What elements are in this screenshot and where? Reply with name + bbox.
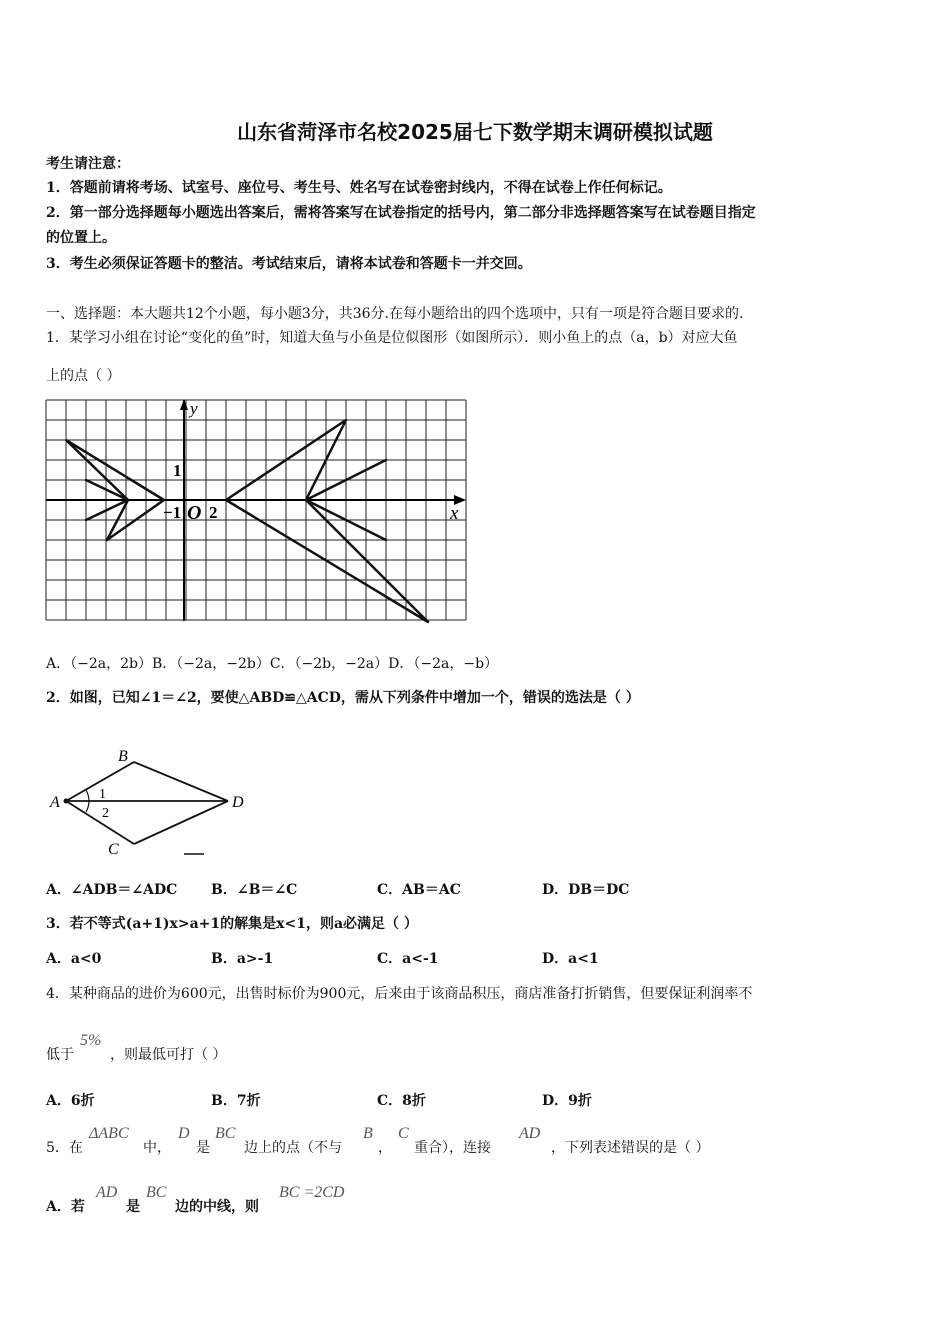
q5-stem-part: 5．在 (46, 1140, 83, 1156)
y-axis-label: y (190, 399, 198, 418)
q1-stem: 1．某学习小组在讨论“变化的鱼”时，知道大鱼与小鱼是位似图形（如图所示）．则小鱼上的点（a，b）对应大鱼 (46, 330, 738, 346)
notice-item: 1．答题前请将考场、试室号、座位号、考生号、姓名写在试卷密封线内，不得在试卷上作任何标记。 (46, 180, 672, 196)
q2-stem: 2．如图，已知∠1＝∠2，要使△ABD≌△ACD，需从下列条件中增加一个，错误的选法是（ ） (46, 690, 640, 706)
q5-stem-part: 中， (143, 1140, 171, 1156)
q5-option-a-part: 是 (126, 1199, 140, 1215)
angle-label-1: 1 (99, 787, 106, 802)
q3-stem: 3．若不等式(a+1)x>a+1的解集是x<1，则a必满足（ ） (46, 916, 418, 932)
q5-stem-part: ， (378, 1140, 392, 1156)
notice-item: 2．第一部分选择题每小题选出答案后，需将答案写在试卷指定的括号内，第二部分非选择题答案写在试卷题目指定 (46, 205, 756, 221)
q2-option-a: A．∠ADB＝∠ADC (46, 882, 178, 898)
q4-percent: 5% (80, 1032, 102, 1049)
fish-figure (44, 396, 474, 626)
q3-option-b: B．a>-1 (211, 951, 274, 967)
tick-label-neg1: −1 (163, 503, 182, 522)
q3-option-a: A．a<0 (46, 951, 102, 967)
q5-option-a-math: AD (96, 1184, 118, 1201)
small-fish (66, 440, 164, 540)
q2-option-d: D．DB＝DC (542, 882, 630, 898)
big-fish (226, 420, 428, 622)
q5-option-a-math: BC (146, 1184, 167, 1201)
origin-label: O (187, 502, 202, 524)
vertex-label-D: D (232, 794, 244, 811)
q4-option-a: A．6折 (46, 1093, 95, 1109)
q5-math: BC (215, 1125, 236, 1142)
q5-option-a-part: 边的中线，则 (175, 1199, 259, 1215)
q5-stem-part: 重合），连接 (414, 1140, 491, 1156)
q4-option-b: B．7折 (211, 1093, 261, 1109)
q4-option-c: C．8折 (377, 1093, 426, 1109)
q5-math: ΔABC (89, 1125, 129, 1142)
q5-math: D (178, 1125, 190, 1142)
q3-option-c: C．a<-1 (377, 951, 439, 967)
q4-stem-cont-b: ，则最低可打（ ） (110, 1047, 227, 1063)
page-title: 山东省菏泽市名校2025届七下数学期末调研模拟试题 (237, 120, 713, 144)
notice-item: 3．考生必须保证答题卡的整洁。考试结束后，请将本试卷和答题卡一并交回。 (46, 256, 532, 272)
triangle-figure (44, 742, 264, 862)
q5-math: AD (519, 1125, 541, 1142)
q4-option-d: D．9折 (542, 1093, 592, 1109)
q2-option-c: C．AB＝AC (377, 882, 461, 898)
q1-options: A．（−2a，2b）B．（−2a，−2b）C．（−2b，−2a）D．（−2a，−b） (46, 656, 499, 672)
q3-option-d: D．a<1 (542, 951, 599, 967)
q5-stem-part: 是 (196, 1140, 210, 1156)
vertex-label-C: C (108, 841, 119, 858)
q5-math: C (398, 1125, 409, 1142)
q4-stem: 4．某种商品的进价为600元，出售时标价为900元，后来由于该商品积压，商店准备打折销售，但要保证利润率不 (46, 986, 753, 1002)
tick-label-2: 2 (209, 503, 218, 522)
tick-label-1: 1 (173, 461, 182, 480)
q1-stem-cont: 上的点（ ） (46, 368, 121, 384)
q4-stem-cont-a: 低于 (46, 1047, 74, 1063)
q2-option-b: B．∠B＝∠C (211, 882, 298, 898)
q5-option-a-math: BC =2CD (279, 1184, 345, 1201)
q5-math: B (363, 1125, 373, 1142)
vertex-label-B: B (118, 748, 128, 765)
notice-item: 的位置上。 (46, 230, 116, 246)
q5-option-a-part: A．若 (46, 1199, 85, 1215)
x-axis-label: x (450, 503, 459, 524)
notice-heading: 考生请注意： (46, 156, 130, 172)
section-heading: 一、选择题：本大题共12个小题，每小题3分，共36分.在每小题给出的四个选项中，只有一项是符合题目要求的. (46, 306, 744, 322)
q5-stem-part: 边上的点（不与 (244, 1140, 342, 1156)
vertex-label-A: A (50, 794, 60, 811)
q5-stem-part: ，下列表述错误的是（ ） (551, 1140, 710, 1156)
angle-label-2: 2 (102, 806, 109, 821)
